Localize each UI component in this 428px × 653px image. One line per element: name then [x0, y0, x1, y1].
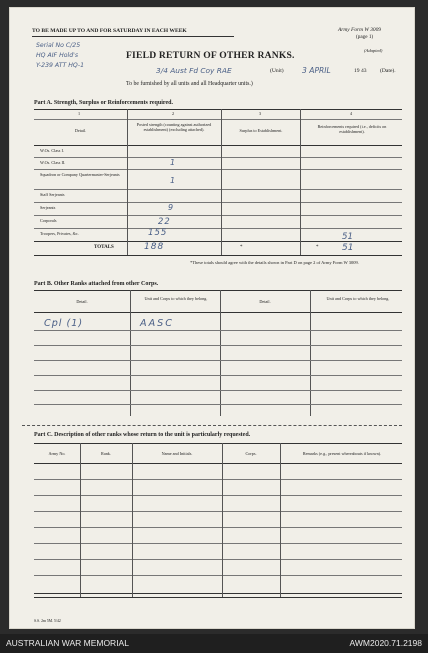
caption-source: AUSTRALIAN WAR MEMORIAL — [6, 638, 129, 648]
date-label: (Date). — [380, 68, 396, 74]
furnished-note: To be furnished by all units and all Headquarter units.) — [126, 81, 253, 87]
table-rule — [34, 511, 402, 512]
form-adapted: (Adapted) — [364, 48, 383, 53]
part-b-table — [34, 290, 402, 416]
table-rule — [34, 145, 402, 146]
table-col-rule — [220, 290, 221, 416]
col-header-remarks: Remarks (e.g., present whereabouts if known). — [302, 451, 382, 456]
table-col-rule — [280, 443, 281, 597]
instruction-underline — [32, 36, 234, 37]
form-sheet — [10, 8, 414, 628]
row-detail: Troopers, Privates, &c. — [40, 231, 79, 236]
form-code: Army Form W 3009 — [338, 27, 381, 33]
date-handwritten: 3 APRIL — [302, 66, 331, 75]
table-rule — [34, 593, 402, 594]
row-detail: Squadron or Company Quartermaster-Serjeants — [40, 172, 120, 177]
table-rule — [34, 119, 402, 120]
table-rule — [34, 228, 402, 229]
reinforcements-value: 51 — [342, 232, 353, 242]
table-col-rule — [127, 109, 128, 255]
table-rule — [34, 109, 402, 110]
caption-accession: AWM2020.71.2198 — [349, 638, 422, 648]
col-header-unit-corps: Unit and Corps to which they belong. — [144, 296, 208, 301]
row-detail: Staff Serjeants — [40, 192, 65, 197]
row-detail: Corporals — [40, 218, 57, 223]
form-title: FIELD RETURN OF OTHER RANKS. — [126, 50, 295, 61]
posted-value: 1 — [170, 176, 176, 185]
totals-surplus: * — [240, 245, 243, 250]
table-rule — [34, 390, 402, 391]
row-detail: W.Os. Class I. — [40, 148, 64, 153]
col-number: 4 — [350, 111, 353, 116]
table-rule — [34, 330, 402, 331]
col-header-name: Name and Initials. — [161, 451, 193, 456]
attached-unit: AASC — [140, 318, 174, 329]
col-header-unit-corps: Unit and Corps to which they belong. — [326, 296, 390, 301]
col-header-detail: Detail. — [76, 299, 88, 304]
col-number: 1 — [78, 111, 81, 116]
margin-note-line: Serial No C/25 — [36, 42, 81, 49]
table-rule — [34, 527, 402, 528]
table-col-rule — [222, 443, 223, 597]
col-header-corps: Corps. — [245, 451, 257, 456]
table-col-rule — [221, 109, 222, 255]
col-header-posted: Posted strength (counting against authorized establishment) (excluding attached). — [136, 122, 212, 132]
year: 19 43 — [354, 68, 367, 74]
table-rule — [34, 479, 402, 480]
totals-reinf-marker: * — [316, 245, 319, 250]
table-rule — [34, 215, 402, 216]
table-col-rule — [80, 443, 81, 597]
totals-label: TOTALS — [94, 245, 114, 250]
table-rule — [34, 575, 402, 576]
col-header-army-no: Army No. — [48, 451, 66, 456]
col-header-detail: Detail. — [259, 299, 271, 304]
col-header-rank: Rank. — [101, 451, 111, 456]
table-col-rule — [132, 443, 133, 597]
margin-note-line: Y-239 ATT HQ-1 — [36, 62, 85, 69]
posted-value: 155 — [148, 228, 168, 238]
table-rule — [34, 255, 402, 256]
table-rule — [34, 345, 402, 346]
table-rule — [34, 375, 402, 376]
col-header-surplus: Surplus to Establishment. — [239, 128, 283, 133]
part-a-table — [34, 109, 402, 267]
col-number: 2 — [172, 111, 175, 116]
table-rule — [34, 312, 402, 313]
margin-note-line: HQ AIF Hold's — [36, 52, 79, 59]
print-code: S.S. 2m 5M. 5/42 — [34, 619, 61, 623]
table-rule — [34, 443, 402, 444]
table-rule — [34, 157, 402, 158]
posted-value: 22 — [158, 216, 171, 226]
table-rule — [34, 290, 402, 291]
table-rule — [34, 404, 402, 405]
posted-value: 9 — [168, 203, 174, 212]
col-header-reinforcements: Reinforcements required (i.e., deficits on establishment). — [317, 124, 387, 134]
unit-handwritten: 3/4 Aust Fd Coy RAE — [156, 66, 232, 75]
table-rule — [34, 597, 402, 598]
attached-detail: Cpl (1) — [44, 318, 84, 329]
table-rule — [34, 543, 402, 544]
table-rule — [34, 169, 402, 170]
totals-reinforcements: 51 — [342, 243, 354, 253]
table-col-rule — [310, 290, 311, 416]
table-col-rule — [130, 290, 131, 416]
margin-note — [36, 41, 84, 71]
part-b-heading: Part B. Other Ranks attached from other Corps. — [34, 281, 159, 287]
table-rule — [34, 360, 402, 361]
table-rule — [34, 189, 402, 190]
part-a-footnote: *These totals should agree with the details shown in Part D on page 2 of Army Form W 3009. — [190, 260, 359, 265]
archive-caption — [0, 634, 428, 653]
row-detail: Serjeants — [40, 205, 56, 210]
part-c-heading: Part C. Description of other ranks whose return to the unit is particularly requested. — [34, 432, 251, 438]
table-rule — [34, 495, 402, 496]
table-rule — [34, 559, 402, 560]
part-c-table — [34, 443, 402, 615]
form-instruction: TO BE MADE UP TO AND FOR SATURDAY IN EACH WEEK — [32, 28, 187, 34]
totals-posted: 188 — [144, 242, 165, 252]
part-a-heading: Part A. Strength, Surplus or Reinforcements required. — [34, 100, 173, 106]
unit-label: (Unit) — [270, 68, 284, 74]
section-divider — [22, 425, 402, 426]
table-rule — [34, 463, 402, 464]
row-detail: W.Os. Class II. — [40, 160, 66, 165]
col-header-detail: Detail. — [74, 128, 87, 133]
form-page: (page 1) — [356, 34, 374, 40]
table-col-rule — [300, 109, 301, 255]
table-rule — [34, 202, 402, 203]
posted-value: 1 — [170, 158, 176, 167]
col-number: 3 — [259, 111, 262, 116]
